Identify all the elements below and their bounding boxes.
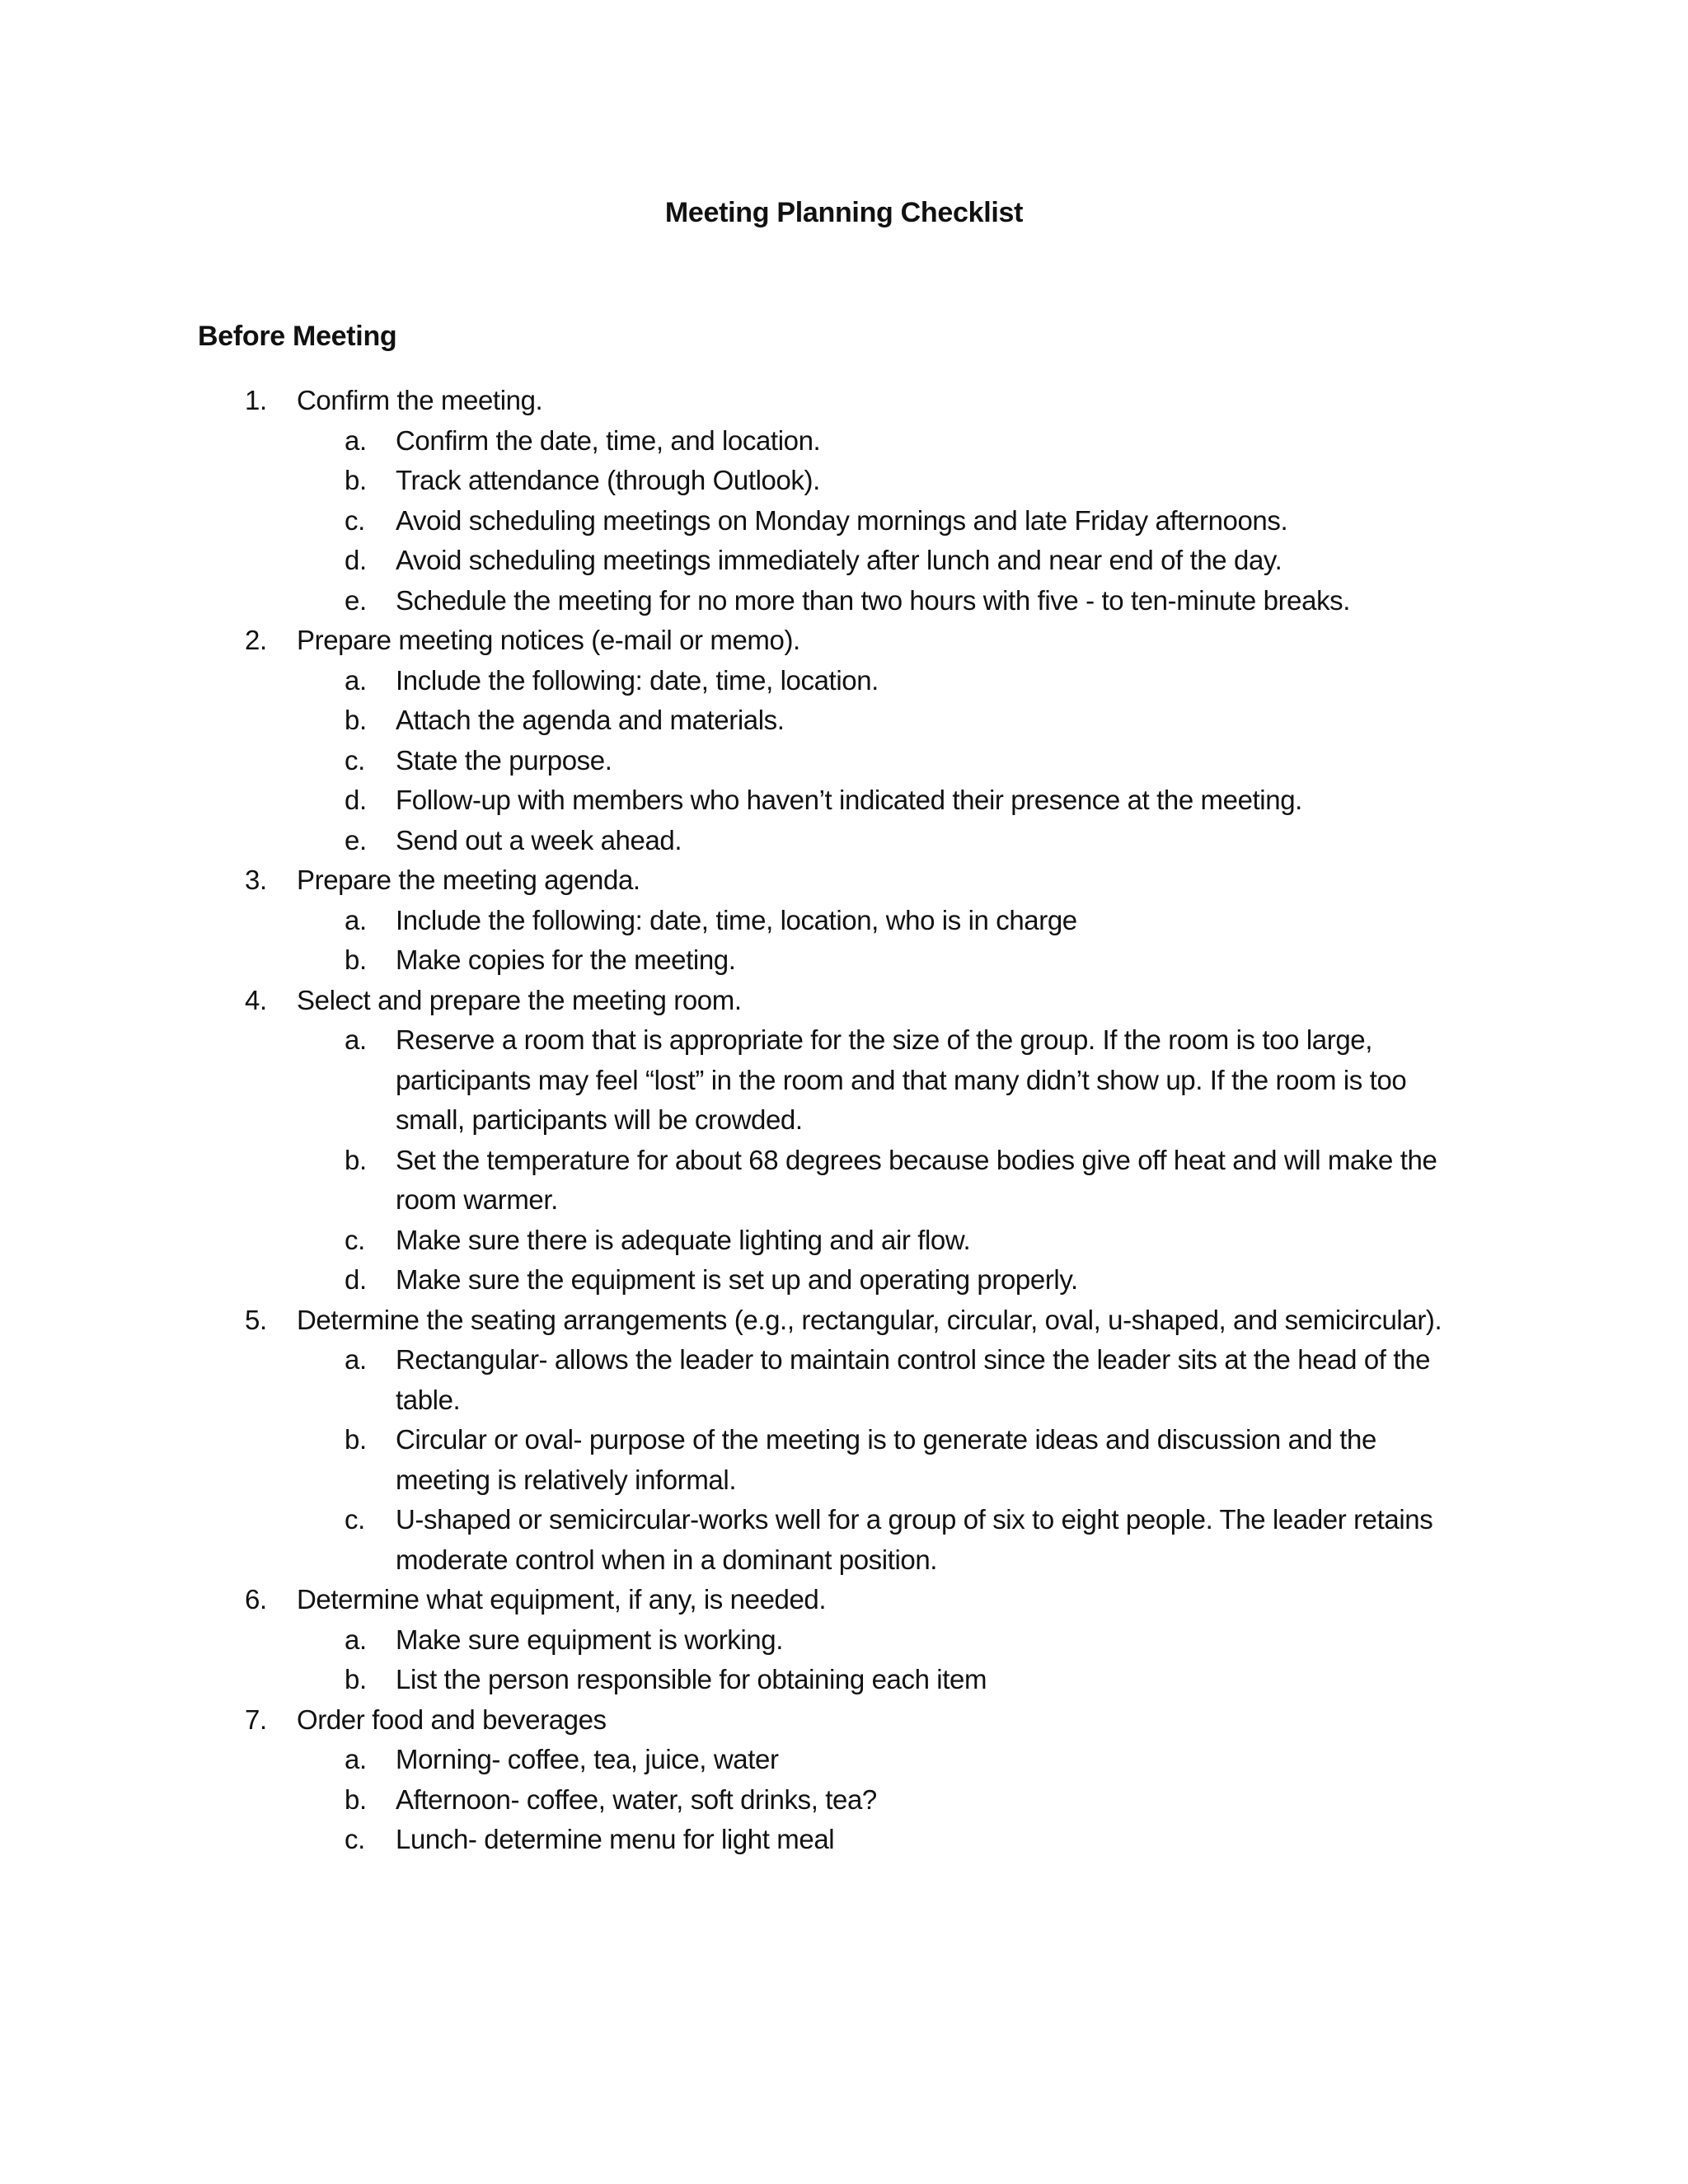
- item-text: Prepare the meeting agenda.: [297, 865, 640, 895]
- subitem-letter: a.: [345, 904, 367, 935]
- checklist-item: [0, 621, 1467, 661]
- item-text: Prepare meeting notices (e-mail or memo).: [297, 625, 800, 655]
- subitem-letter: c.: [345, 504, 365, 536]
- item-text: Order food and beverages: [297, 1704, 607, 1735]
- item-number: 4.: [245, 984, 267, 1015]
- subitem-letter: e.: [345, 584, 367, 616]
- subitem-letter: a.: [345, 664, 367, 696]
- checklist-subitem: [0, 1500, 1467, 1580]
- subitem-letter: d.: [345, 1264, 367, 1295]
- subitem-letter: c.: [345, 744, 365, 776]
- checklist-subitem: [0, 1420, 1467, 1500]
- checklist-subitem: [0, 1340, 1467, 1420]
- subitem-text: Avoid scheduling meetings immediately after lunch and near end of the day.: [396, 545, 1282, 575]
- item-number: 1.: [245, 385, 267, 415]
- checklist-item: [0, 1580, 1467, 1620]
- item-number: 5.: [245, 1304, 267, 1335]
- checklist-item: [0, 1700, 1467, 1741]
- checklist-item: [0, 381, 1467, 421]
- subitem-letter: c.: [345, 1224, 365, 1255]
- checklist-subitem: [0, 1141, 1467, 1221]
- checklist-subitem: [0, 1020, 1467, 1141]
- subitem-text: Make sure equipment is working.: [396, 1624, 783, 1655]
- subitem-text: Set the temperature for about 68 degrees because bodies give off heat and will make the room warmer.: [396, 1144, 1437, 1215]
- subitem-letter: a.: [345, 1624, 367, 1655]
- subitem-text: Attach the agenda and materials.: [396, 705, 785, 735]
- subitem-text: Make copies for the meeting.: [396, 944, 736, 975]
- subitem-text: Rectangular- allows the leader to maintain control since the leader sits at the head of the table.: [396, 1344, 1431, 1415]
- subitem-letter: a.: [345, 1744, 367, 1774]
- checklist-subitem: [0, 1620, 1467, 1661]
- subitem-letter: b.: [345, 705, 367, 735]
- subitem-letter: c.: [345, 1504, 365, 1535]
- item-number: 2.: [245, 625, 267, 655]
- checklist-subitem: [0, 940, 1467, 981]
- checklist-item: [0, 1301, 1467, 1341]
- item-text: Determine what equipment, if any, is needed.: [297, 1584, 827, 1615]
- subitem-text: Make sure there is adequate lighting and air flow.: [396, 1224, 971, 1255]
- subitem-text: Circular or oval- purpose of the meeting is to generate ideas and discussion and the meeting is relatively informal.: [396, 1424, 1376, 1495]
- subitem-text: Follow-up with members who haven’t indicated their presence at the meeting.: [396, 785, 1302, 815]
- subitem-text: List the person responsible for obtaining each item: [396, 1664, 987, 1694]
- checklist-subitem: [0, 1780, 1467, 1821]
- subitem-text: Morning- coffee, tea, juice, water: [396, 1744, 779, 1774]
- item-number: 7.: [245, 1704, 267, 1735]
- item-text: Confirm the meeting.: [297, 385, 543, 415]
- subitem-text: Afternoon- coffee, water, soft drinks, tea?: [396, 1783, 877, 1815]
- checklist-subitem: [0, 1660, 1467, 1700]
- checklist-subitem: [0, 901, 1467, 941]
- item-text: Determine the seating arrangements (e.g., rectangular, circular, oval, u-shaped, and semicircular).: [297, 1304, 1442, 1335]
- subitem-letter: a.: [345, 1344, 367, 1375]
- checklist-subitem: [0, 661, 1467, 701]
- checklist-subitem: [0, 1221, 1467, 1261]
- subitem-text: Reserve a room that is appropriate for the size of the group. If the room is too large, participants may feel “lost” in the room and that many didn’t show up. If the room is too small, participants will be crowded.: [396, 1024, 1407, 1135]
- subitem-letter: b.: [345, 1144, 367, 1175]
- subitem-letter: d.: [345, 785, 367, 815]
- subitem-text: State the purpose.: [396, 744, 612, 776]
- checklist-subitem: [0, 421, 1467, 462]
- subitem-text: Include the following: date, time, location.: [396, 664, 879, 696]
- checklist: [0, 381, 1688, 1860]
- subitem-text: Make sure the equipment is set up and operating properly.: [396, 1264, 1078, 1295]
- checklist-subitem: [0, 701, 1467, 741]
- subitem-letter: a.: [345, 1024, 367, 1055]
- checklist-item: [0, 860, 1467, 901]
- subitem-text: Lunch- determine menu for light meal: [396, 1824, 835, 1854]
- subitem-text: Track attendance (through Outlook).: [396, 465, 820, 495]
- subitem-text: Send out a week ahead.: [396, 824, 682, 855]
- checklist-subitem: [0, 1740, 1467, 1780]
- checklist-subitem: [0, 1260, 1467, 1301]
- document-title: Meeting Planning Checklist: [664, 197, 1024, 228]
- item-text: Select and prepare the meeting room.: [297, 984, 742, 1015]
- checklist-subitem: [0, 581, 1467, 621]
- subitem-letter: a.: [345, 424, 367, 456]
- item-number: 3.: [245, 865, 267, 895]
- subitem-letter: b.: [345, 465, 367, 495]
- subitem-letter: b.: [345, 1424, 367, 1455]
- subitem-letter: b.: [345, 944, 367, 975]
- subitem-letter: c.: [345, 1824, 365, 1854]
- subitem-text: Avoid scheduling meetings on Monday mornings and late Friday afternoons.: [396, 504, 1288, 536]
- checklist-item: [0, 981, 1467, 1021]
- subitem-text: Include the following: date, time, location, who is in charge: [396, 904, 1077, 935]
- subitem-letter: b.: [345, 1664, 367, 1694]
- subitem-text: Confirm the date, time, and location.: [396, 424, 821, 456]
- section-heading: Before Meeting: [198, 321, 397, 352]
- checklist-subitem: [0, 541, 1467, 581]
- checklist-subitem: [0, 1820, 1467, 1860]
- subitem-letter: d.: [345, 545, 367, 575]
- subitem-letter: e.: [345, 824, 367, 855]
- checklist-subitem: [0, 780, 1467, 821]
- checklist-subitem: [0, 821, 1467, 861]
- checklist-subitem: [0, 461, 1467, 501]
- subitem-text: U-shaped or semicircular-works well for a group of six to eight people. The leader retains moderate control when in a dominant position.: [396, 1504, 1433, 1575]
- item-number: 6.: [245, 1584, 267, 1615]
- checklist-subitem: [0, 741, 1467, 781]
- subitem-text: Schedule the meeting for no more than two hours with five - to ten-minute breaks.: [396, 584, 1351, 616]
- subitem-letter: b.: [345, 1783, 367, 1815]
- checklist-subitem: [0, 501, 1467, 541]
